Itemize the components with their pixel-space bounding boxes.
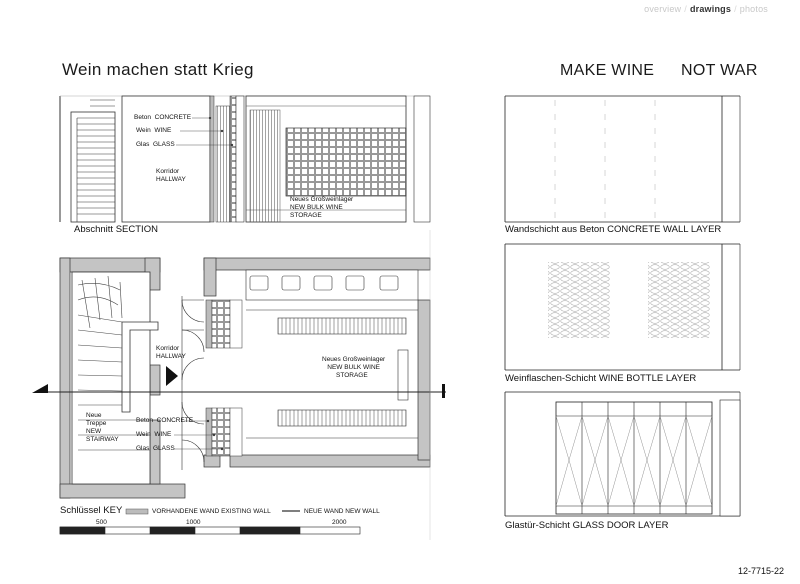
nav-separator: / [684, 4, 687, 14]
section-caption: Abschnitt SECTION [74, 224, 158, 235]
plan-storage-label: Neues Großweinlager NEW BULK WINE STORAGE [322, 356, 386, 380]
layer-caption-bottles: Weinflaschen-Schicht WINE BOTTLE LAYER [505, 373, 697, 384]
layer-caption-glass: Glastür-Schicht GLASS DOOR LAYER [505, 520, 669, 531]
existing-wall-swatch [126, 509, 148, 514]
layer-caption-concrete: Wandschicht aus Beton CONCRETE WALL LAYER [505, 224, 722, 235]
key-new-wall-label: NEUE WAND NEW WALL [304, 508, 380, 515]
scale-label-2000: 2000 [332, 519, 347, 526]
section-material-wine: Wein WINE [136, 127, 172, 134]
nav-overview[interactable]: overview [644, 4, 682, 14]
plan-material-glass: Glas GLASS [136, 445, 175, 452]
title-german: Wein machen statt Krieg [62, 60, 254, 79]
scale-label-1000: 1000 [186, 519, 201, 526]
section-drawing [60, 96, 430, 222]
plan-stair-label: Neue Treppe NEW STAIRWAY [86, 412, 119, 444]
key-existing-wall-label: VORHANDENE WAND EXISTING WALL [152, 508, 271, 515]
scale-label-500: 500 [96, 519, 107, 526]
plan-material-wine: Wein WINE [136, 431, 172, 438]
nav-drawings[interactable]: drawings [689, 4, 732, 14]
layer-panel-glass [505, 392, 740, 516]
direction-arrow [166, 366, 178, 386]
plan-hallway-label: Korridor HALLWAY [156, 345, 186, 361]
section-material-concrete: Beton CONCRETE [134, 114, 192, 121]
nav-separator: / [734, 4, 737, 14]
section-material-glass: Glas GLASS [136, 141, 175, 148]
section-marker-left [32, 384, 48, 393]
layer-panel-concrete [505, 96, 740, 222]
nav-photos[interactable]: photos [739, 4, 768, 14]
drawing-code: 12-7715-22 [737, 566, 784, 576]
title-english-make-wine: MAKE WINE [560, 62, 655, 79]
plan-material-concrete: Beton CONCRETE [136, 417, 194, 424]
section-storage-label: Neues Großweinlager NEW BULK WINE STORAGE [290, 196, 354, 220]
key-title: Schlüssel KEY [60, 505, 123, 516]
title-english-not-war: NOT WAR [681, 62, 758, 79]
layer-panel-bottles [505, 244, 740, 370]
section-hallway-label: Korridor HALLWAY [156, 168, 186, 184]
